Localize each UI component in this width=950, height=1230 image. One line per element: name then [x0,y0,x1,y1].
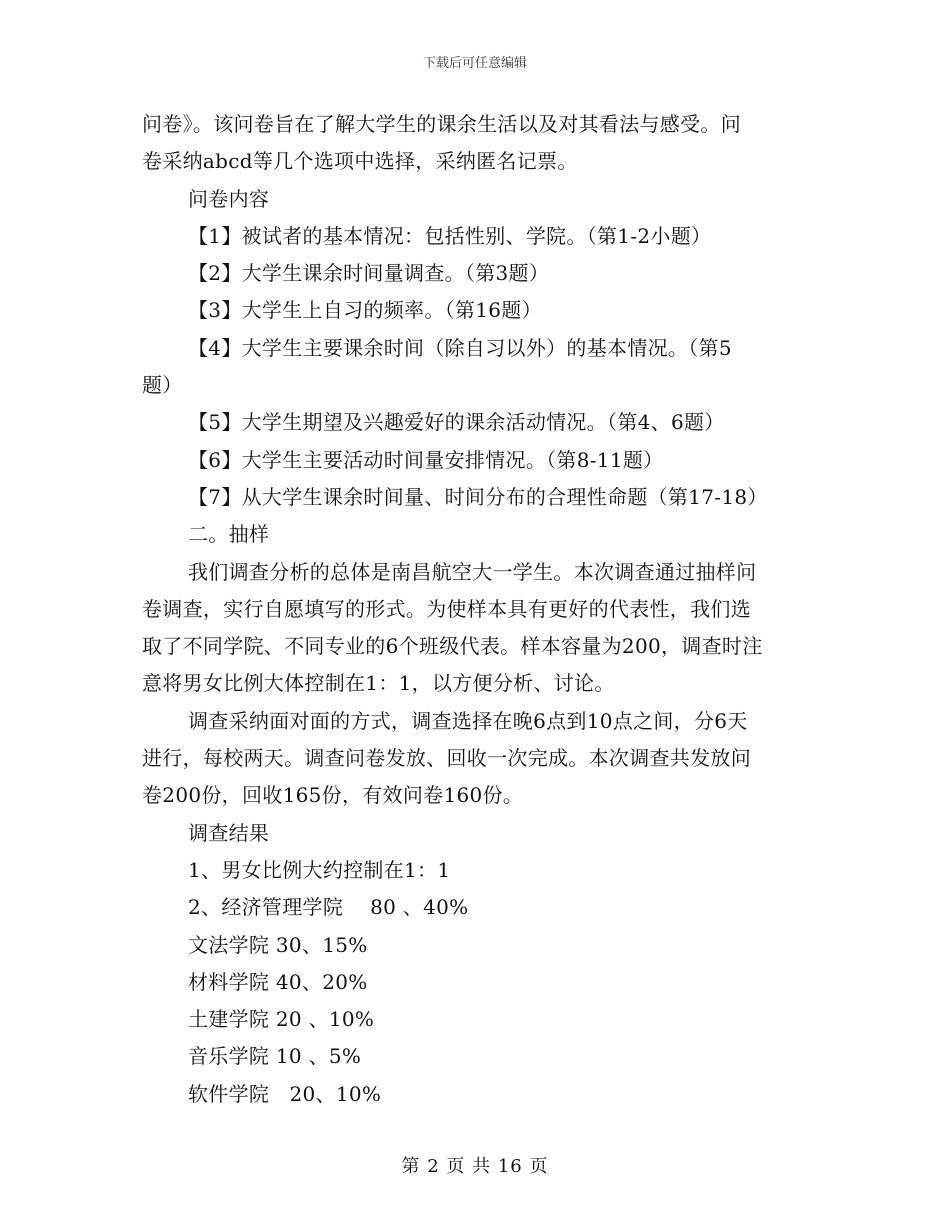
paragraph-line: 我们调查分析的总体是南昌航空大一学生。本次调查通过抽样问 [188,559,757,584]
paragraph-line: 问卷》。该问卷旨在了解大学生的课余生活以及对其看法与感受。问 [142,112,741,136]
result-line: 土建学院 20 、10% [188,1007,375,1032]
paragraph-line: 进行，每校两天。调查问卷发放、回收一次完成。本次调查共发放问 [142,746,751,771]
section-heading: 调查结果 [188,820,270,845]
result-line: 2、经济管理学院 80 、40% [188,895,469,920]
result-line: 软件学院 20、10% [188,1081,382,1106]
list-item: 【6】大学生主要活动时间量安排情况。（第8-11题） [188,447,664,472]
document-body [142,106,814,1113]
paragraph-line: 卷调查，实行自愿填写的形式。为使样本具有更好的代表性，我们选 [142,596,751,621]
list-item: 【5】大学生期望及兴趣爱好的课余活动情况。（第4、6题） [188,410,725,435]
section-heading: 问卷内容 [188,186,270,211]
paragraph-line: 卷采纳abcd等几个选项中选择，采纳匿名记票。 [142,149,578,174]
list-item: 【1】被试者的基本情况：包括性别、学院。（第1-2小题） [188,223,712,248]
paragraph-line: 卷200份，回收165份，有效问卷160份。 [142,783,524,808]
list-item: 【2】大学生课余时间量调查。（第3题） [188,261,550,286]
list-item: 【7】从大学生课余时间量、时间分布的合理性命题（第17-18） [188,484,768,509]
list-item-continuation: 题） [142,373,183,398]
result-line: 音乐学院 10 、5% [188,1044,362,1069]
paragraph-line: 调查采纳面对面的方式，调查选择在晚6点到10点之间，分6天 [188,708,748,733]
section-heading: 二。抽样 [188,522,270,547]
paragraph-line: 意将男女比例大体控制在1：1，以方便分析、讨论。 [142,671,615,696]
result-line: 材料学院 40、20% [188,969,368,994]
list-item: 【3】大学生上自习的频率。（第16题） [188,298,542,323]
result-line: 文法学院 30、15% [188,932,368,957]
page-header: 下载后可任意编辑 [422,56,527,71]
page-footer: 第 2 页 共 16 页 [401,1156,549,1177]
result-line: 1、男女比例大约控制在1：1 [188,857,451,882]
list-item: 【4】大学生主要课余时间（除自习以外）的基本情况。（第5 [188,335,732,360]
paragraph-line: 取了不同学院、不同专业的6个班级代表。样本容量为200，调查时注 [142,634,763,659]
